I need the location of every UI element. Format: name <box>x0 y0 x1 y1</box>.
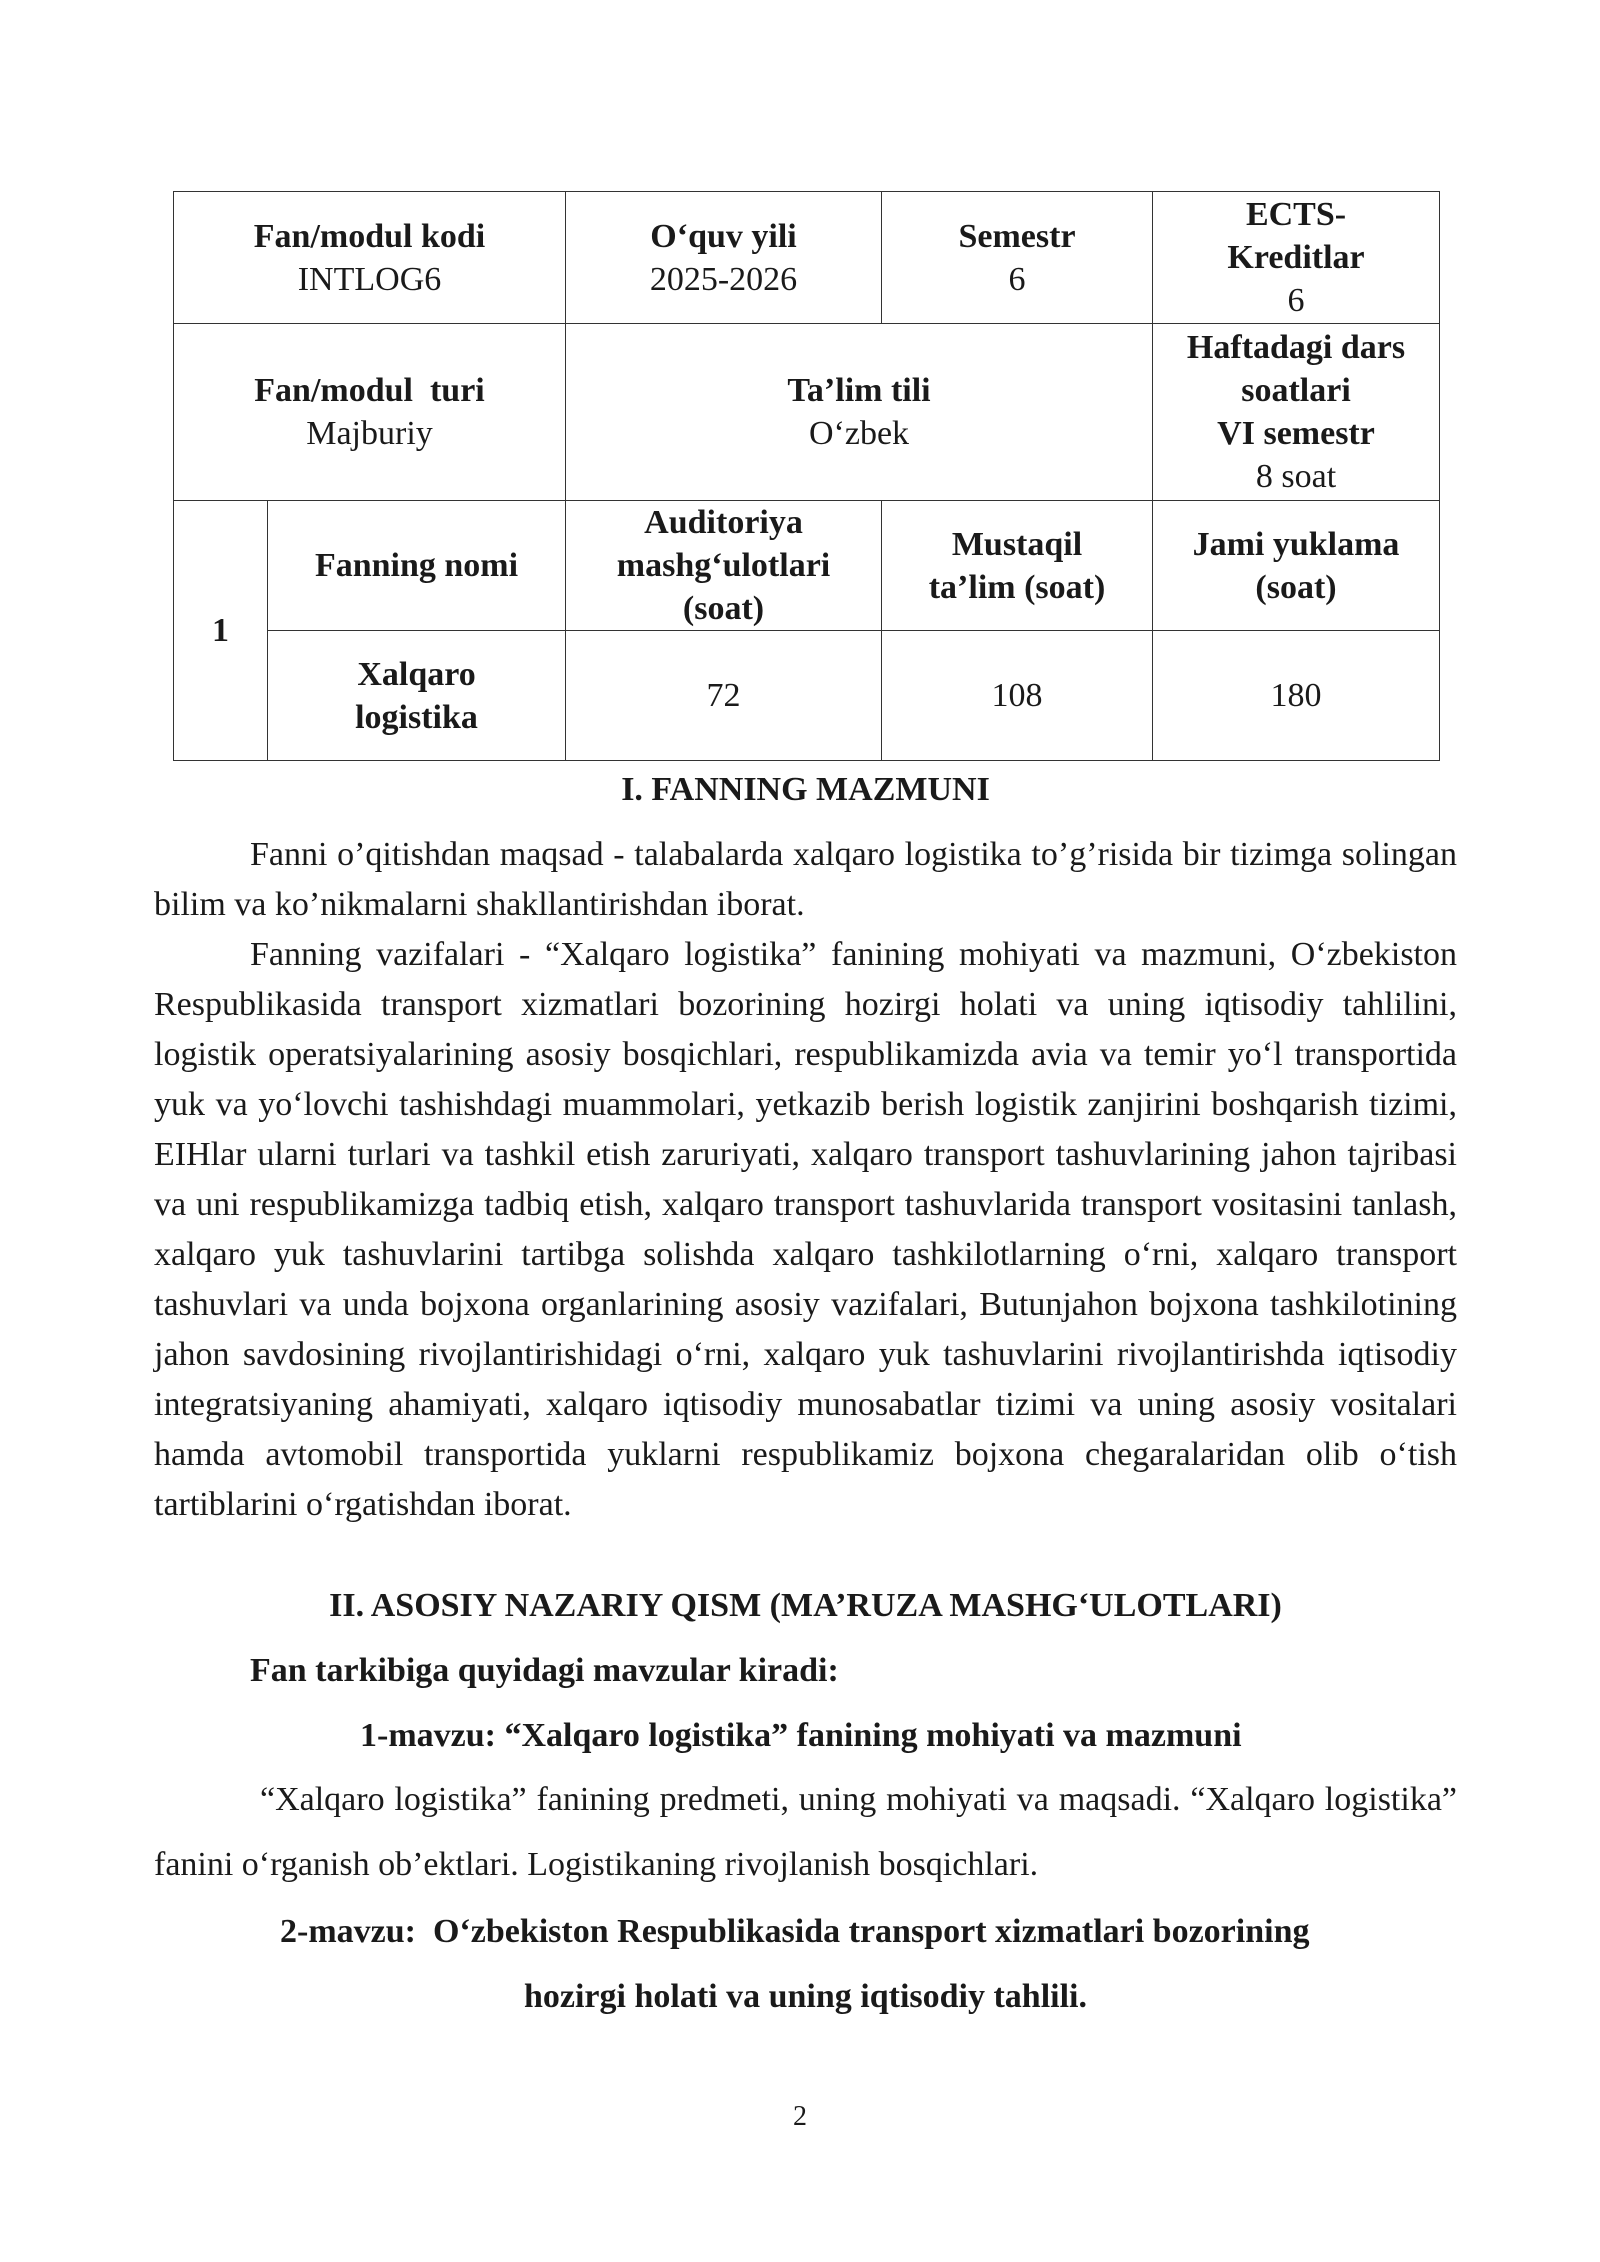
ects-cell <box>1153 192 1440 324</box>
independent-header-cell <box>882 501 1153 631</box>
total-label-line2: (soat) <box>1255 568 1337 606</box>
section1-heading: I. FANNING MAZMUNI <box>621 771 990 808</box>
subject-name-line2: logistika <box>355 698 478 736</box>
total-hours-cell <box>1153 631 1440 761</box>
section1-paragraph-goal: Fanni o’qitishdan maqsad - talabalarda xalqaro logistika to’g’risida bir tizimga solingan bilim va ko’nikmalarni shakllantirishdan iborat. <box>154 836 1457 923</box>
weekly-hours-label-line1: Haftadagi dars <box>1186 329 1406 366</box>
language-value: O‘zbek <box>808 415 910 452</box>
weekly-hours-label-line2: soatlari <box>1241 372 1351 409</box>
page-number: 2 <box>793 2101 807 2132</box>
semester-value: 6 <box>1008 260 1026 298</box>
row-number-cell <box>174 501 268 761</box>
academic-year-cell <box>566 192 882 324</box>
subject-name-label: Fanning nomi <box>314 547 519 584</box>
weekly-hours-value: 8 soat <box>1255 458 1337 495</box>
ects-label-line2: Kreditlar <box>1227 239 1365 276</box>
table-row <box>174 192 1440 324</box>
auditory-header-cell <box>566 501 882 631</box>
section2-heading: II. ASOSIY NAZARIY QISM (MA’RUZA MASHG‘ULOTLARI) <box>329 1587 1282 1624</box>
module-code-value: INTLOG6 <box>297 260 442 298</box>
weekly-hours-cell <box>1153 324 1440 501</box>
table-row <box>174 324 1440 501</box>
total-header-cell <box>1153 501 1440 631</box>
auditory-hours-cell <box>566 631 882 761</box>
weekly-hours-label-line3: VI semestr <box>1217 415 1375 452</box>
table-row <box>174 631 1440 761</box>
auditory-hours-value: 72 <box>706 677 741 714</box>
module-type-cell <box>174 324 566 501</box>
course-info-table <box>173 191 1440 761</box>
module-code-cell <box>174 192 566 324</box>
row-number: 1 <box>212 612 229 649</box>
module-type-value: Majburiy <box>306 415 433 452</box>
total-hours-value: 180 <box>1270 677 1322 714</box>
ects-label-line1: ECTS- <box>1245 196 1347 233</box>
module-type-label: Fan/modul turi <box>254 372 485 409</box>
table-row <box>174 501 1440 631</box>
academic-year-value: 2025-2026 <box>649 260 798 298</box>
language-label: Ta’lim tili <box>787 372 931 409</box>
topic1-title: 1-mavzu: “Xalqaro logistika” fanining mohiyati va mazmuni <box>360 1717 1242 1754</box>
academic-year-label: O‘quv yili <box>650 217 797 255</box>
section1-paragraph-tasks: Fanning vazifalari - “Xalqaro logistika” fanining mohiyati va mazmuni, O‘zbekiston Respublikasida transport xizmatlari bozorining hozirgi holati va uning iqtisodiy tahlilini, logistik operatsiyalarining asosiy bosqichlari, respublikamizda avia va temir yo‘l transportida yuk va yo‘lovchi tashishdagi muammolari, yetkazib berish logistik zanjirini boshqarish tizimi, EIHlar ularni turlari va tashkil etish zaruriyati, xalqaro transport tashuvlarining jahon tajribasi va uni respublikamizga tadbiq etish, xalqaro transport tashuvlarida transport vositasini tanlash, xalqaro yuk tashuvlarini tartibga solishda xalqaro tashkilotlarning o‘rni, xalqaro transport tashuvlari va unda bojxona organlarining asosiy vazifalari, Butunjahon bojxona tashkilotining jahon savdosining rivojlantirishidagi o‘rni, xalqaro yuk tashuvlarini rivojlantirishda iqtisodiy integratsiyaning ahamiyati, xalqaro iqtisodiy munosabatlar tizimi va uning asosiy vositalari hamda avtomobil transportida yuklarni respublikamiz bojxona chegaralaridan olib o‘tish tartiblarini o‘rgatishdan iborat. <box>154 936 1457 1523</box>
subject-name-cell <box>268 631 566 761</box>
independent-hours-value: 108 <box>991 677 1043 714</box>
auditory-label-line1: Auditoriya <box>644 504 803 541</box>
topic2-title-line1: 2-mavzu: O‘zbekiston Respublikasida transport xizmatlari bozorining <box>280 1913 1310 1950</box>
semester-label: Semestr <box>958 217 1076 255</box>
independent-hours-cell <box>882 631 1153 761</box>
topic2-title-line2: hozirgi holati va uning iqtisodiy tahlili. <box>523 1978 1087 2015</box>
semester-cell <box>882 192 1153 324</box>
topic1-text: “Xalqaro logistika” fanining predmeti, uning mohiyati va maqsadi. “Xalqaro logistika” fanini o‘rganish ob’ektlari. Logistikaning rivojlanish bosqichlari. <box>154 1781 1457 1883</box>
subject-name-header-cell <box>268 501 566 631</box>
topics-intro: Fan tarkibiga quyidagi mavzular kiradi: <box>250 1652 839 1689</box>
total-label-line1: Jami yuklama <box>1192 525 1400 563</box>
independent-label-line2: ta’lim (soat) <box>928 568 1106 606</box>
auditory-label-line3: (soat) <box>682 590 765 627</box>
module-code-label: Fan/modul kodi <box>253 217 486 255</box>
subject-name-line1: Xalqaro <box>357 655 476 693</box>
auditory-label-line2: mashg‘ulotlari <box>616 547 831 584</box>
independent-label-line1: Mustaqil <box>951 525 1083 563</box>
ects-value: 6 <box>1287 282 1305 319</box>
language-cell <box>566 324 1153 501</box>
